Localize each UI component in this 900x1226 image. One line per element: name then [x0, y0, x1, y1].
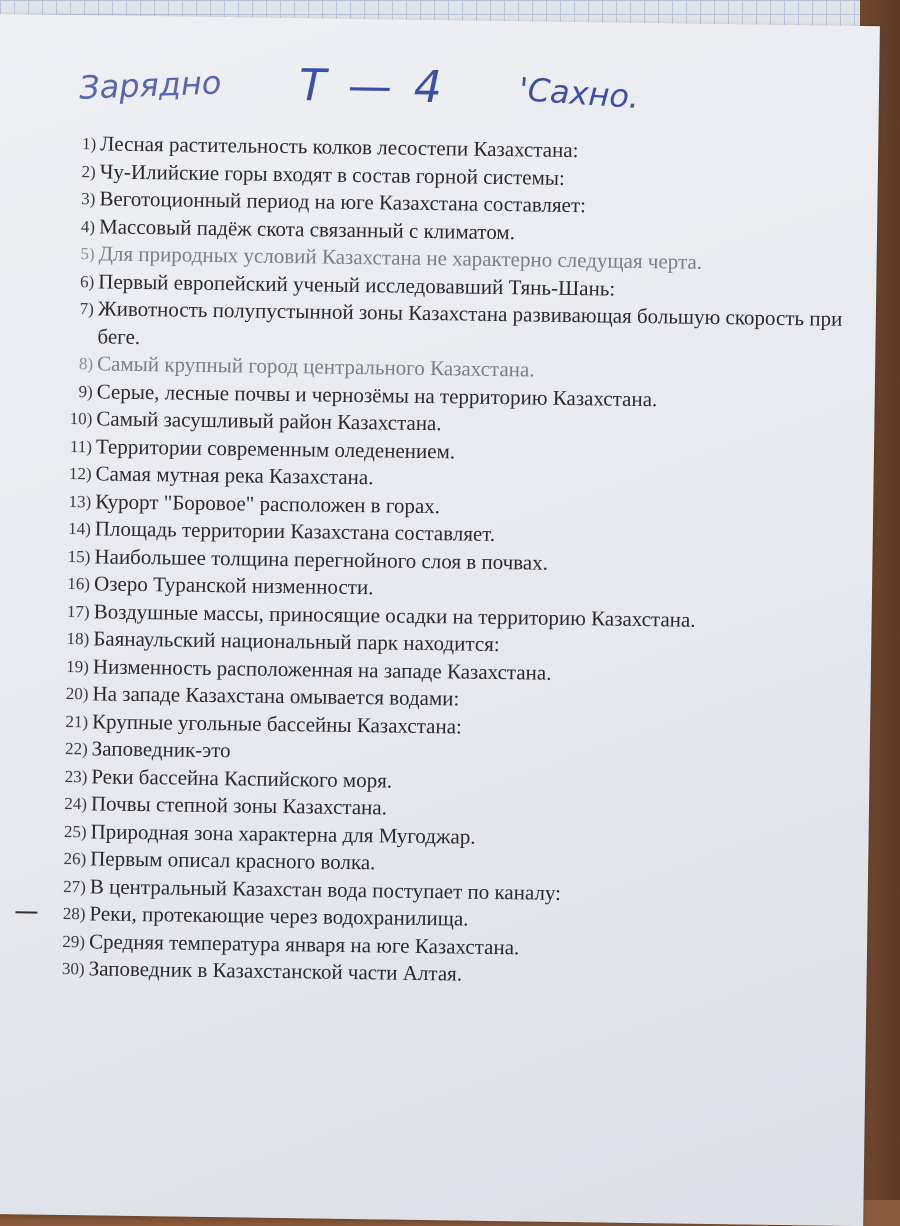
question-text: Реки бассейна Каспийского моря. [91, 763, 393, 793]
question-number: 25) [63, 821, 87, 841]
question-number: 17) [66, 601, 90, 621]
question-number: 19) [66, 656, 90, 676]
question-text: Чу-Илийские горы входят в состав горной системы: [99, 158, 565, 190]
question-number: 14) [68, 519, 91, 539]
question-number: 24) [64, 793, 88, 814]
question-text: Серые, лесные почвы и чернозёмы на территорию Казахстана. [96, 378, 658, 411]
question-text: Реки, протекающие через водохранилища. [89, 901, 469, 931]
question-sheet [0, 14, 880, 1226]
question-text: Для природных условий Казахстана не характерно следущая черта. [98, 241, 703, 274]
question-number: 28) [62, 903, 86, 924]
question-number: 12) [68, 464, 92, 484]
question-text: Баянаульский национальный парк находится: [93, 626, 500, 657]
handwritten-name: 'Сахно. [517, 70, 641, 117]
question-list [36, 130, 848, 994]
question-number: 10) [69, 409, 93, 429]
question-number: 29) [62, 931, 86, 951]
question-text: На западе Казахстана омывается водами: [92, 681, 460, 711]
question-number: 30) [61, 958, 85, 979]
question-number: 22) [64, 738, 88, 759]
question-text: Озеро Туранской низменности. [93, 571, 374, 600]
question-text: Животность полупустынной зоны Казахстана развивающая большую скорость при беге. [97, 296, 843, 349]
question-text: Низменность расположенная на западе Казахстана. [92, 653, 552, 685]
question-text: Самая мутная река Казахстана. [95, 461, 374, 490]
question-number: 26) [63, 848, 87, 869]
question-number: 5) [80, 244, 95, 264]
question-text: Лесная растительность колков лесостепи Казахстана: [100, 131, 579, 163]
handwritten-header [0, 54, 859, 136]
question-text: Крупные угольные бассейны Казахстана: [91, 708, 463, 739]
question-text: Первым описал красного волка. [90, 846, 376, 875]
question-text: Самый засушливый район Казахстана. [96, 406, 442, 436]
question-text: Самый крупный город центрального Казахстана. [96, 351, 535, 382]
question-number: 15) [67, 546, 91, 566]
question-number: 2) [81, 161, 96, 181]
question-text: Курорт "Боровое" расположен в горах. [95, 488, 441, 518]
question-number: 9) [78, 381, 93, 401]
question-text: Территории современным оледенением. [95, 433, 456, 463]
question-text: Веготоционный период на юге Казахстана составляет: [99, 186, 587, 218]
question-number: 18) [66, 628, 90, 649]
question-number: 21) [65, 711, 89, 731]
question-number: 3) [81, 189, 96, 209]
question-number: 11) [69, 436, 93, 456]
question-number: 23) [64, 766, 88, 786]
question-number: 1) [81, 134, 97, 154]
question-text: Наибольшее толщина перегнойного слоя в почвах. [94, 543, 549, 575]
question-number: 4) [80, 216, 96, 236]
question-text: Заповедник в Казахстанской части Алтая. [88, 956, 463, 986]
question-text: Площадь территории Казахстана составляет. [94, 516, 496, 546]
question-number: 8) [78, 354, 94, 374]
question-text: Массовый падёж скота связанный с климатом. [98, 213, 516, 244]
question-text: Природная зона характерна для Мугоджар. [90, 818, 476, 849]
question-number: 13) [68, 491, 92, 511]
question-text: Первый европейский ученый исследовавший Тянь-Шань: [98, 268, 616, 301]
question-number: 16) [67, 573, 91, 594]
handwritten-variant-label: Т — 4 [298, 60, 447, 114]
handwritten-word-left: Зарядно [78, 63, 223, 107]
question-text: В центральный Казахстан вода поступает по каналу: [89, 873, 562, 905]
pen-mark-dash [15, 911, 37, 913]
question-text: Заповедник-это [91, 736, 231, 763]
question-text: Почвы степной зоны Казахстана. [90, 791, 388, 820]
question-number: 20) [65, 683, 89, 704]
question-text: Средняя температура января на юге Казахстана. [88, 928, 520, 959]
question-number: 27) [63, 876, 86, 896]
question-number: 6) [79, 271, 95, 291]
question-text: Воздушные массы, приносящие осадки на территорию Казахстана. [93, 598, 696, 632]
question-number: 7) [79, 299, 95, 319]
